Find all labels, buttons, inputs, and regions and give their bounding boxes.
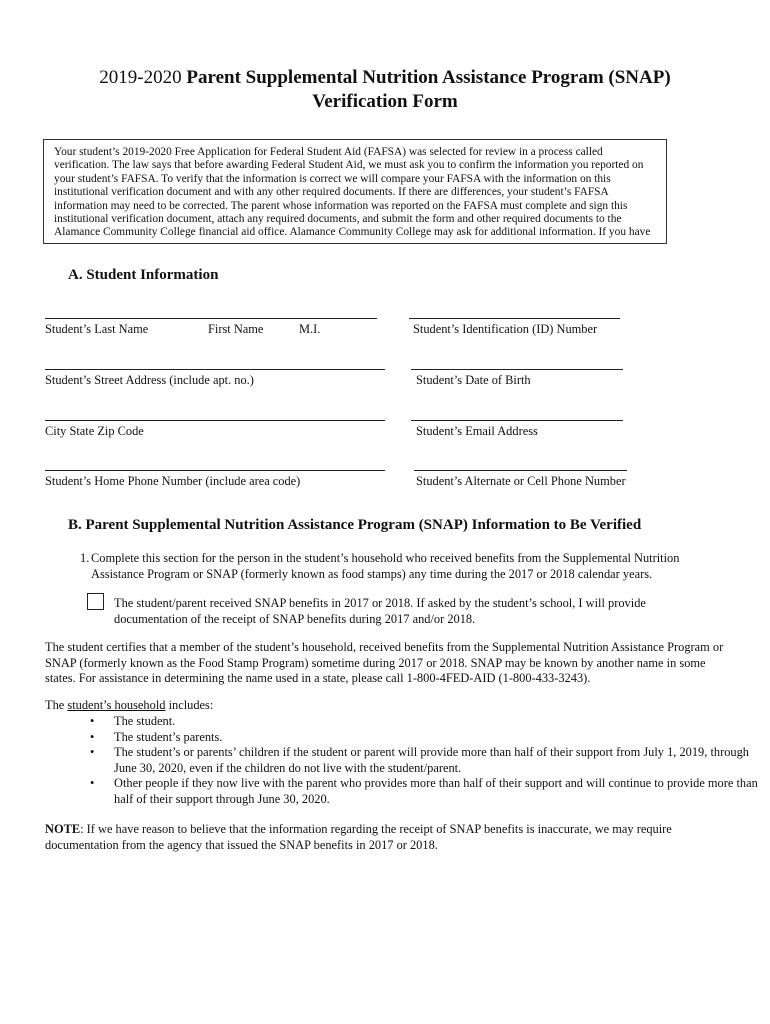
- form-title: [0, 66, 770, 90]
- title-main: Parent Supplemental Nutrition Assistance Program (SNAP): [186, 67, 671, 88]
- form-subtitle: Verification Form: [312, 91, 458, 112]
- section-a-heading: A. Student Information: [68, 267, 219, 283]
- id-number-field[interactable]: [409, 318, 620, 319]
- home-phone-label: Student’s Home Phone Number (include area code): [45, 474, 301, 488]
- household-list: [68, 714, 770, 808]
- list-item: • Other people if they now live with the parent who provides more than half of their support and will continue to provide more than half of their support through June 30, 2020.: [114, 776, 770, 807]
- email-field[interactable]: [411, 420, 623, 421]
- home-phone-field[interactable]: [45, 470, 385, 471]
- item-1-text: Complete this section for the person in the student’s household who received benefits from the Supplemental Nutrition Assistance Program or SNAP (formerly known as food stamps) any time during the 2017 or 2018 calendar years.: [91, 551, 680, 581]
- dob-label: Student’s Date of Birth: [416, 373, 531, 387]
- note-label: NOTE: [45, 822, 81, 836]
- household-term: student’s household: [67, 698, 166, 712]
- note-text: NOTE: If we have reason to believe that the information regarding the receipt of SNAP benefits is inaccurate, we may require documentation from the agency that issued the SNAP benefits in 2017 or 2018.: [45, 822, 672, 852]
- title-year: 2019-2020: [99, 67, 182, 88]
- street-address-field[interactable]: [45, 369, 385, 370]
- list-item: • The student’s parents.: [114, 730, 770, 746]
- list-item: • The student.: [114, 714, 770, 730]
- alt-phone-field[interactable]: [414, 470, 627, 471]
- id-number-label: Student’s Identification (ID) Number: [413, 322, 598, 336]
- list-item: • The student’s or parents’ children if the student or parent will provide more than half of their support from July 1, 2019, through June 30, 2020, even if the children do not live with the student/parent.: [114, 745, 770, 776]
- city-state-zip-field[interactable]: [45, 420, 385, 421]
- section-b-heading: B. Parent Supplemental Nutrition Assistance Program (SNAP) Information to Be Verified: [68, 517, 642, 533]
- household-intro: The student’s household includes:: [45, 698, 214, 712]
- snap-received-checkbox[interactable]: [87, 593, 104, 610]
- intro-box: Your student’s 2019-2020 Free Application for Federal Student Aid (FAFSA) was selected for review in a process called verification. The law says that before awarding Federal Student Aid, we must ask you to confirm the information you reported on your student’s FAFSA. To verify that the information is correct we will compare your FAFSA with the information on this institutional verification document and with any other required documents. If there are differences, your student’s FAFSA information may need to be corrected. The parent whose information was reported on the FAFSA must complete and sign this institutional verification document, attach any required documents, and submit the form and other required documents to the Alamance Community College financial aid office. Alamance Community College may ask for additional information. If you have: [43, 139, 667, 244]
- last-name-label: Student’s Last Name: [45, 322, 149, 336]
- first-name-label: First Name: [208, 322, 264, 336]
- dob-field[interactable]: [411, 369, 623, 370]
- mi-label: M.I.: [299, 322, 321, 336]
- item-1-number: 1.: [80, 551, 90, 565]
- email-label: Student’s Email Address: [416, 424, 538, 438]
- city-state-zip-label: City State Zip Code: [45, 424, 144, 438]
- certification-text: The student certifies that a member of the student’s household, received benefits from the Supplemental Nutrition Assistance Program or SNAP (formerly known as the Food Stamp Program) sometime during 2017 or 2018. SNAP may be known by another name in some states. For assistance in determining the name used in a state, please call 1-800-4FED-AID (1-800-433-3243).: [45, 640, 724, 685]
- street-address-label: Student’s Street Address (include apt. no.): [45, 373, 254, 387]
- snap-received-text: The student/parent received SNAP benefits in 2017 or 2018. If asked by the student’s school, I will provide documentation of the receipt of SNAP benefits during 2017 and/or 2018.: [114, 596, 646, 626]
- alt-phone-label: Student’s Alternate or Cell Phone Number: [416, 474, 626, 488]
- last-name-field[interactable]: [45, 318, 377, 319]
